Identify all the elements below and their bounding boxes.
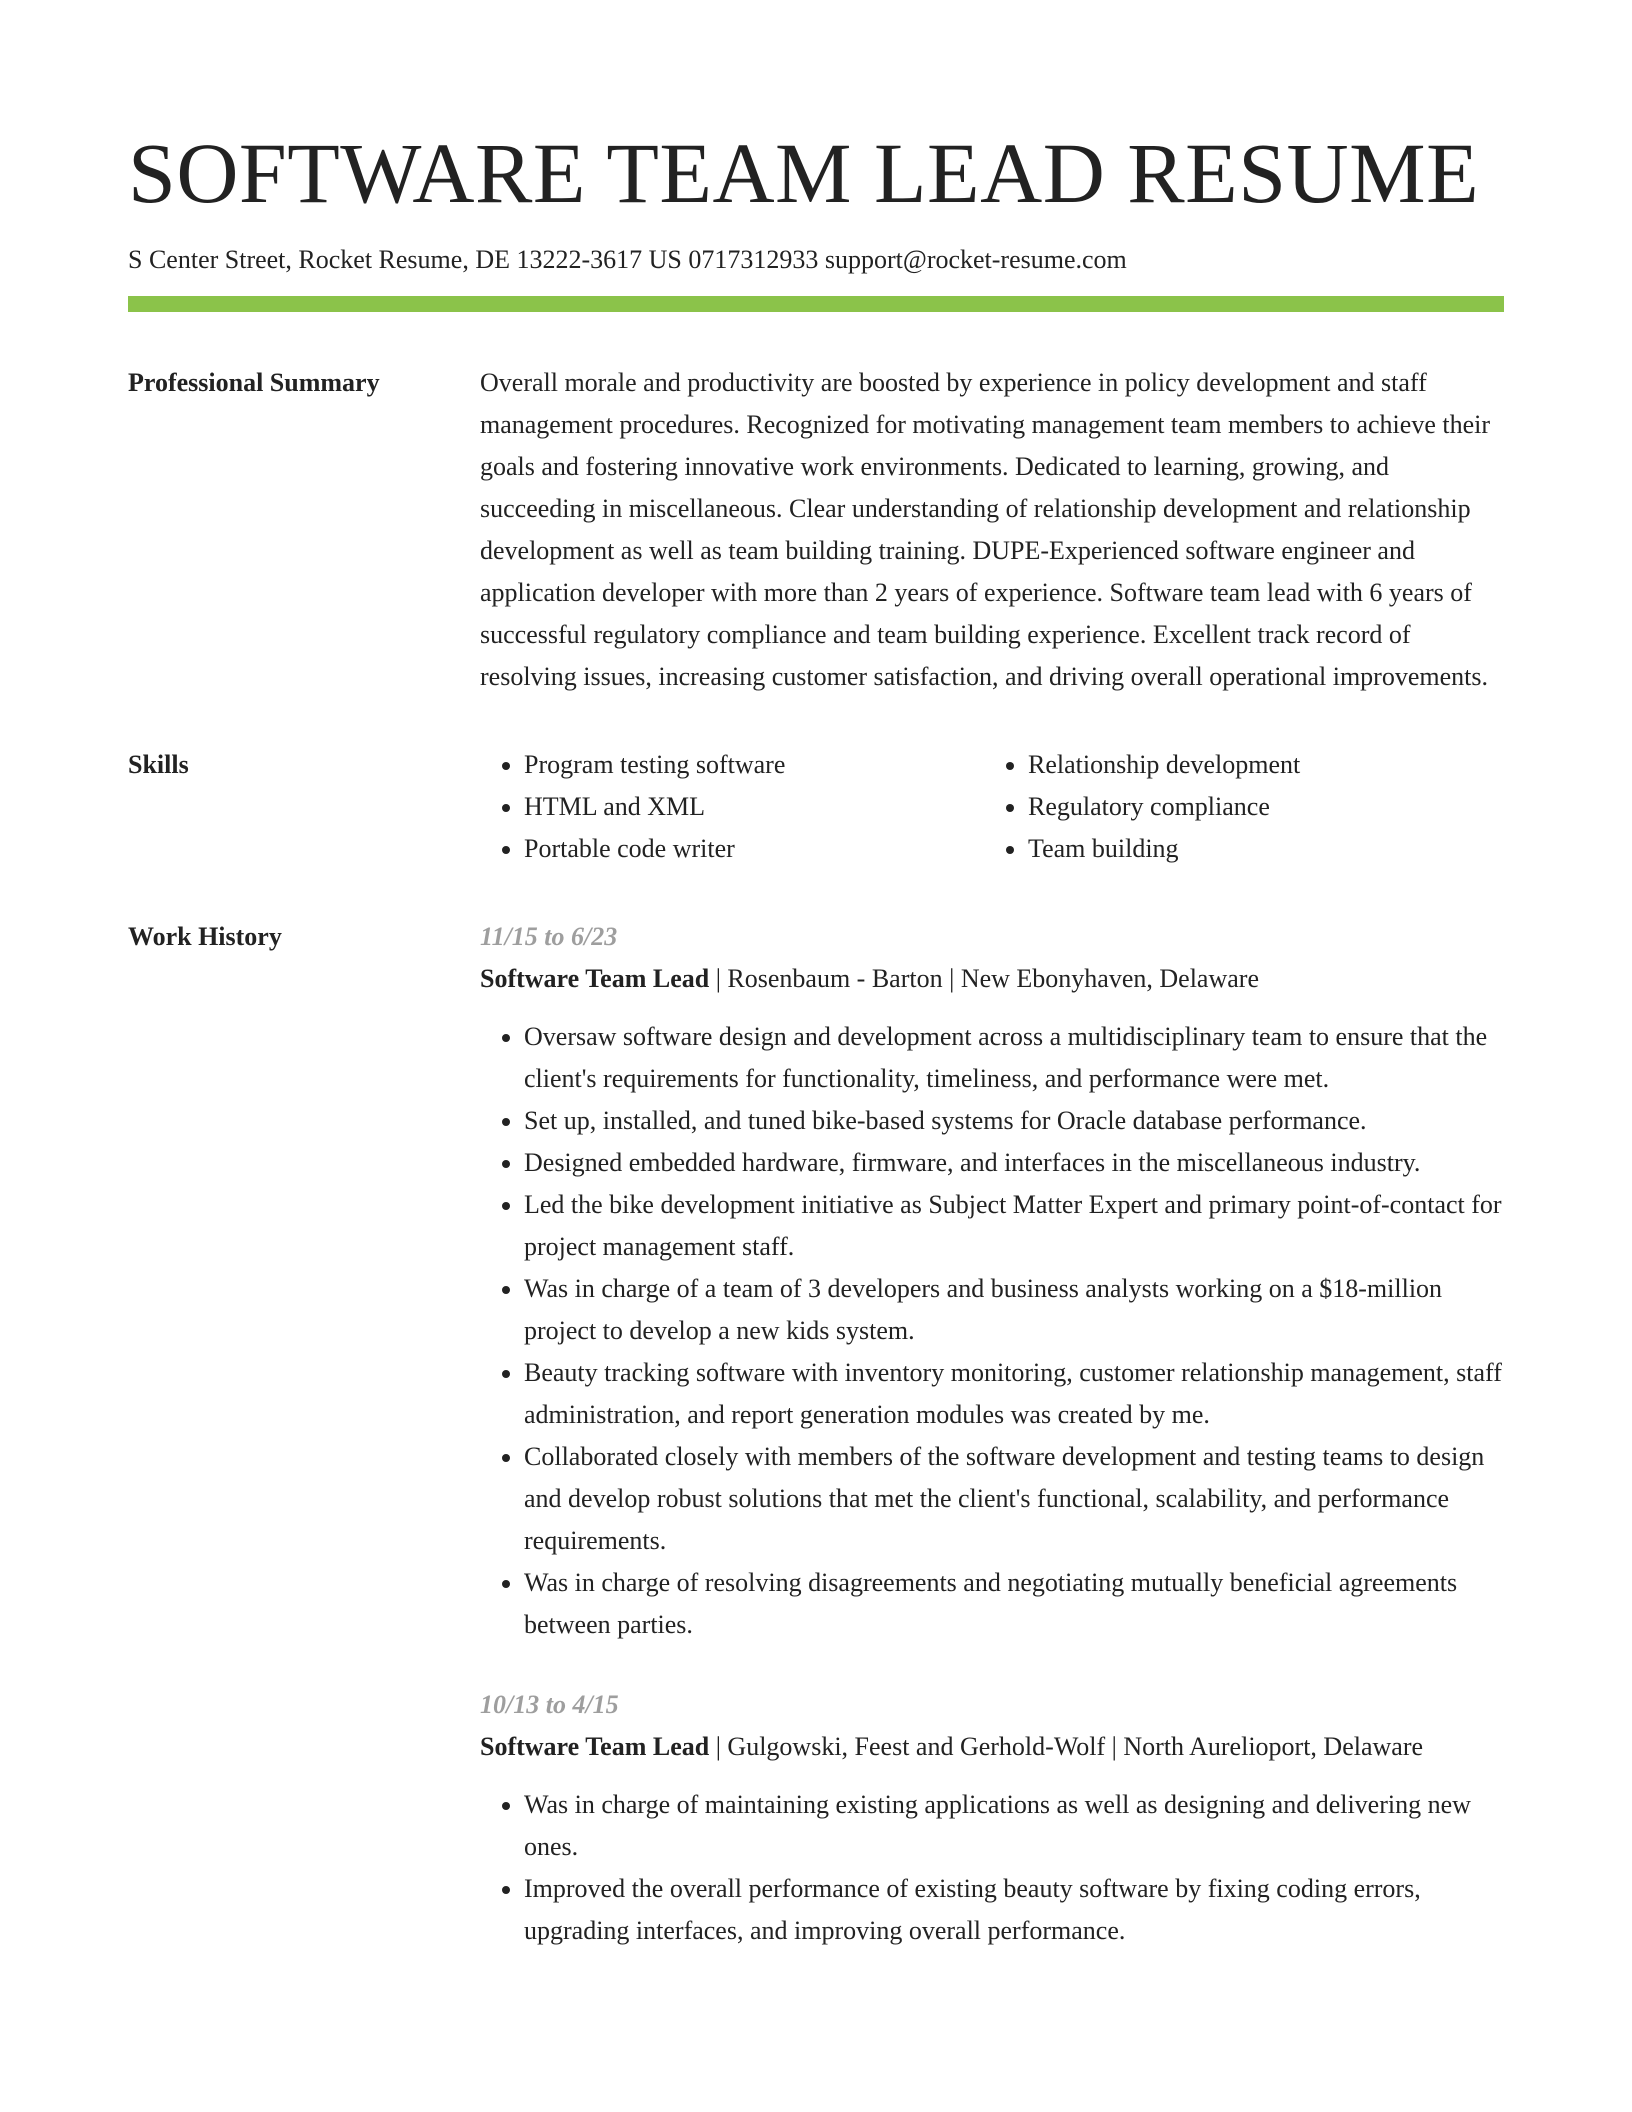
summary-section — [128, 362, 1504, 698]
skill-item: • HTML and XML — [524, 786, 984, 828]
resume-header — [128, 125, 1504, 312]
job-separator: | — [1105, 1732, 1124, 1761]
job-bullet: • Collaborated closely with members of the software development and testing teams to design and develop robust solutions that met the client's functional, scalability, and performance requirements. — [524, 1436, 1504, 1562]
resume-page — [128, 118, 1504, 1952]
skill-item: • Team building — [1028, 828, 1300, 870]
job-title: Software Team Lead — [480, 964, 710, 993]
job-dates: 11/15 to 6/23 — [480, 922, 618, 951]
work-history-body — [480, 916, 1504, 1952]
accent-divider — [128, 296, 1504, 312]
summary-heading: Professional Summary — [128, 368, 380, 397]
skills-body — [480, 744, 1504, 870]
job-bullet: • Designed embedded hardware, firmware, and interfaces in the miscellaneous industry. — [524, 1142, 1504, 1184]
skill-item: • Portable code writer — [524, 828, 984, 870]
job-bullet: • Was in charge of maintaining existing applications as well as designing and delivering new ones. — [524, 1784, 1504, 1868]
job-bullet: • Led the bike development initiative as Subject Matter Expert and primary point-of-contact for project management staff. — [524, 1184, 1504, 1268]
job-heading — [480, 1726, 1504, 1768]
job-company: Rosenbaum - Barton — [727, 964, 943, 993]
job-bullet: • Was in charge of resolving disagreements and negotiating mutually beneficial agreements between parties. — [524, 1562, 1504, 1646]
job-location: North Aurelioport, Delaware — [1123, 1732, 1424, 1761]
job-separator: | — [709, 964, 728, 993]
job-entry — [480, 916, 1504, 1646]
job-bullet: • Beauty tracking software with inventory monitoring, customer relationship management, staff administration, and report generation modules was created by me. — [524, 1352, 1504, 1436]
skill-item: • Relationship development — [1028, 744, 1300, 786]
job-bullet-list — [480, 1016, 1504, 1646]
skills-heading: Skills — [128, 750, 189, 779]
job-location: New Ebonyhaven, Delaware — [960, 964, 1259, 993]
work-history-heading: Work History — [128, 922, 282, 951]
job-separator: | — [709, 1732, 728, 1761]
job-company: Gulgowski, Feest and Gerhold-Wolf — [727, 1732, 1106, 1761]
summary-text: Overall morale and productivity are boosted by experience in policy development and staff management procedures. Recognized for motivating management team members to achieve their goals and fostering innovative work environments. Dedicated to learning, growing, and succeeding in miscellaneous. Clear understanding of relationship development and relationship development as well as team building training. DUPE-Experienced software engineer and application developer with more than 2 years of experience. Software team lead with 6 years of successful regulatory compliance and team building experience. Excellent track record of resolving issues, increasing customer satisfaction, and driving overall operational improvements. — [480, 368, 1491, 691]
job-dates: 10/13 to 4/15 — [480, 1690, 619, 1719]
skills-list-right — [984, 744, 1300, 870]
skills-section — [128, 744, 1504, 870]
job-bullet: • Improved the overall performance of existing beauty software by fixing coding errors, upgrading interfaces, and improving overall performance. — [524, 1868, 1504, 1952]
skills-list-left — [480, 744, 984, 870]
contact-line: S Center Street, Rocket Resume, DE 13222-3617 US 0717312933 support@rocket-resume.com — [128, 245, 1127, 274]
work-history-section — [128, 916, 1504, 1952]
job-bullet: • Oversaw software design and development across a multidisciplinary team to ensure that the client's requirements for functionality, timeliness, and performance were met. — [524, 1016, 1504, 1100]
job-separator: | — [942, 964, 961, 993]
job-title: Software Team Lead — [480, 1732, 710, 1761]
skill-item: • Program testing software — [524, 744, 984, 786]
job-bullet: • Was in charge of a team of 3 developers and business analysts working on a $18-million project to develop a new kids system. — [524, 1268, 1504, 1352]
skill-item: • Regulatory compliance — [1028, 786, 1300, 828]
summary-body — [480, 362, 1504, 698]
job-heading — [480, 958, 1504, 1000]
job-bullet: • Set up, installed, and tuned bike-based systems for Oracle database performance. — [524, 1100, 1504, 1142]
job-bullet-list — [480, 1784, 1504, 1952]
job-entry — [480, 1684, 1504, 1952]
resume-name: SOFTWARE TEAM LEAD RESUME — [128, 125, 1480, 221]
